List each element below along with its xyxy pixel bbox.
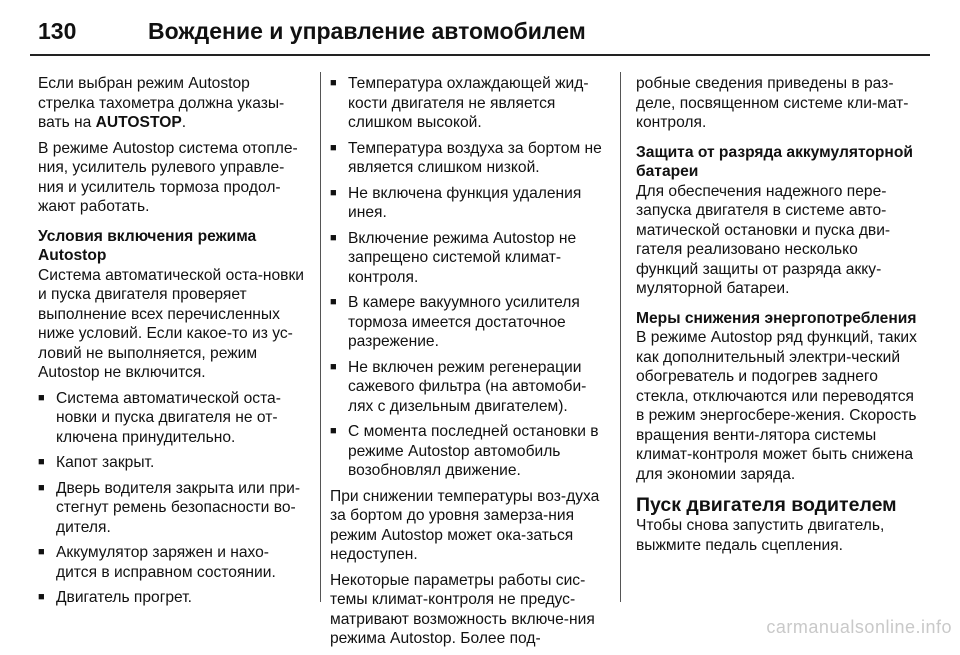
section-heading-driver-restart: Пуск двигателя водителем <box>636 494 897 516</box>
page-number: 130 <box>38 18 77 44</box>
list-item: ■ Включение режима Autostop не запрещено системой климат-контроля. <box>330 229 608 288</box>
section-heading-energy-saving: Меры снижения энергопотребления <box>636 309 917 327</box>
paragraph-climate-control: Некоторые параметры работы сис-темы климат-контроля не предус-матривают возможность включе-ния режима Autostop. Более под- <box>330 571 595 647</box>
column-1 <box>38 74 310 614</box>
column-3 <box>636 74 924 561</box>
list-item: ■ Температура охлаждающей жид-кости двигателя не является слишком высокой. <box>330 74 608 133</box>
paragraph-conditions: Система автоматической оста-новки и пуска двигателя проверяет выполнение всех перечисленных ниже условий. Если какое-то из ус-ловий не выполняется, режим Autostop не включится. <box>38 266 304 381</box>
column-divider <box>620 72 621 602</box>
watermark: carmanualsonline.info <box>766 617 952 637</box>
autostop-label: AUTOSTOP <box>95 114 182 131</box>
list-item: ■ В камере вакуумного усилителя тормоза имеется достаточное разрежение. <box>330 293 608 352</box>
paragraph-text: . <box>181 114 187 131</box>
list-item: ■ Дверь водителя закрыта или при-стегнут ремень безопасности во-дителя. <box>38 479 310 538</box>
page-title: Вождение и управление автомобилем <box>148 18 586 44</box>
paragraph-freezing: При снижении температуры воз-духа за бортом до уровня замерза-ния режим Autostop может ока-заться недоступен. <box>330 487 600 563</box>
header-divider <box>30 54 930 56</box>
conditions-list <box>38 389 310 608</box>
column-divider <box>320 72 321 602</box>
conditions-list-continued <box>330 74 608 481</box>
list-item: ■ Двигатель прогрет. <box>38 588 310 608</box>
paragraph-driver-restart: Чтобы снова запустить двигатель, выжмите педаль сцепления. <box>636 517 885 554</box>
column-2 <box>330 74 608 655</box>
list-item: ■ Не включена функция удаления инея. <box>330 184 608 223</box>
list-item: ■ Капот закрыт. <box>38 453 310 473</box>
list-item: ■ С момента последней остановки в режиме Autostop автомобиль возобновлял движение. <box>330 422 608 481</box>
paragraph-autostop-tachometer <box>38 74 310 133</box>
list-item: ■ Аккумулятор заряжен и нахо-дится в исправном состоянии. <box>38 543 310 582</box>
paragraph-climate-continued: робные сведения приведены в раз-деле, посвященном системе кли-мат-контроля. <box>636 75 909 131</box>
paragraph-energy-saving: В режиме Autostop ряд функций, таких как дополнительный электри-ческий обогреватель и подогрев заднего стекла, отключаются или переводятся в режим энергосбере-жения. Скорость вращения венти-лятора системы климат-контроля может быть снижена для экономии заряда. <box>636 329 917 483</box>
paragraph-text: Если выбран режим Autostop стрелка тахометра должна указы-вать на <box>38 75 285 131</box>
paragraph-systems-working: В режиме Autostop система отопле-ния, усилитель рулевого управле-ния и усилитель тормоза продол-жают работать. <box>38 139 298 215</box>
paragraph-battery-protection: Для обеспечения надежного пере-запуска двигателя в системе авто-матической остановки и пуска дви-гателя реализовано несколько функций защиты от разряда акку-муляторной батареи. <box>636 182 891 297</box>
list-item: ■ Температура воздуха за бортом не является слишком низкой. <box>330 139 608 178</box>
list-item: ■ Не включен режим регенерации сажевого фильтра (на автомоби-лях с дизельным двигателем). <box>330 358 608 417</box>
section-heading-battery-protection: Защита от разряда аккумуляторной батареи <box>636 143 913 180</box>
page-header <box>30 18 930 48</box>
list-item: ■ Система автоматической оста-новки и пуска двигателя не от-ключена принудительно. <box>38 389 310 448</box>
section-heading-autostop-conditions: Условия включения режима Autostop <box>38 227 257 264</box>
